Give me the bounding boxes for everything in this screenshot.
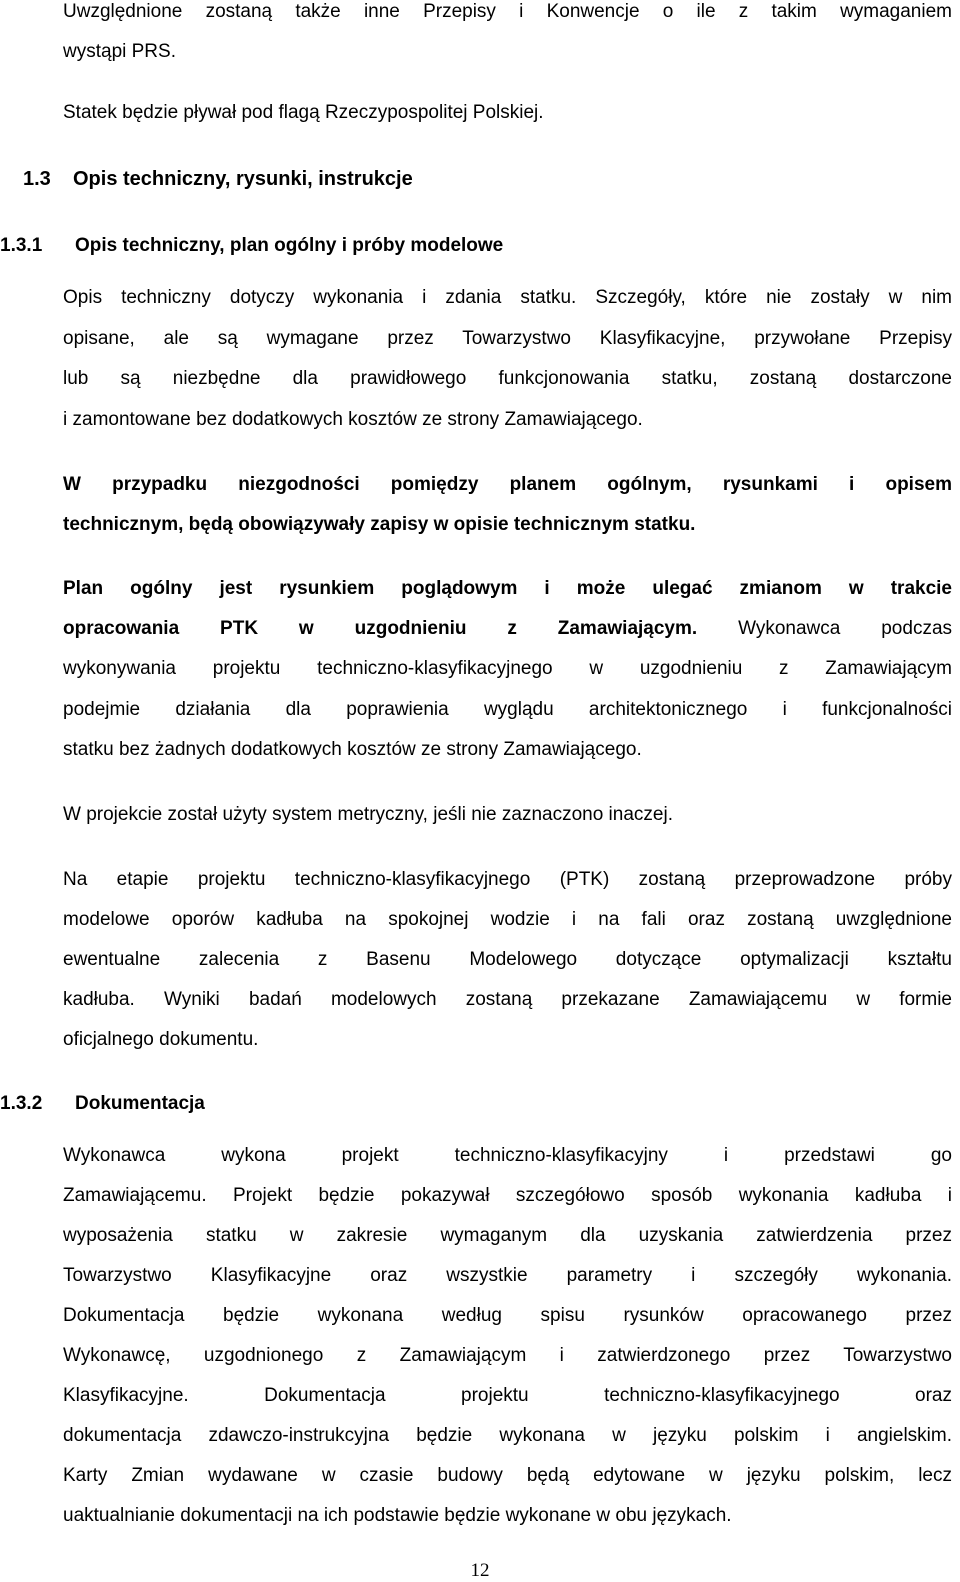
heading-1-3 bbox=[23, 167, 413, 191]
general-plan-line-1: Plan ogólny jest rysunkiem poglądowym i może ulegać zmianom w trakcie bbox=[63, 578, 952, 599]
documentation-line-8: dokumentacja zdawczo-instrukcyjna będzie wykonana w języku polskim i angielskim. bbox=[63, 1425, 952, 1446]
tech-description-line-2: opisane, ale są wymagane przez Towarzystwo Klasyfikacyjne, przywołane Przepisy bbox=[63, 328, 952, 349]
tech-description-line-1: Opis techniczny dotyczy wykonania i zdania statku. Szczegóły, które nie zostały w nim bbox=[63, 287, 952, 308]
documentation-line-5: Dokumentacja będzie wykonana według spisu rysunków opracowanego przez bbox=[63, 1305, 952, 1326]
tech-description-line-4: i zamontowane bez dodatkowych kosztów ze strony Zamawiającego. bbox=[63, 409, 643, 430]
documentation-line-6: Wykonawcę, uzgodnionego z Zamawiającym i zatwierdzonego przez Towarzystwo bbox=[63, 1345, 952, 1366]
tech-description-line-3: lub są niezbędne dla prawidłowego funkcjonowania statku, zostaną dostarczone bbox=[63, 368, 952, 389]
discrepancy-line-2: technicznym, będą obowiązywały zapisy w opisie technicznym statku. bbox=[63, 514, 696, 535]
documentation-line-4: Towarzystwo Klasyfikacyjne oraz wszystkie parametry i szczegóły wykonania. bbox=[63, 1265, 952, 1286]
heading-1-3-title: Opis techniczny, rysunki, instrukcje bbox=[73, 168, 413, 190]
metric-system-line: W projekcie został użyty system metryczny, jeśli nie zaznaczono inaczej. bbox=[63, 804, 673, 825]
documentation-line-2: Zamawiającemu. Projekt będzie pokazywał szczegółowo sposób wykonania kadłuba i bbox=[63, 1185, 952, 1206]
documentation-line-1: Wykonawca wykona projekt techniczno-klasyfikacyjny i przedstawi go bbox=[63, 1145, 952, 1166]
model-tests-line-3: ewentualne zalecenia z Basenu Modelowego dotyczące optymalizacji kształtu bbox=[63, 949, 952, 970]
general-plan-line-3: wykonywania projektu techniczno-klasyfikacyjnego w uzgodnieniu z Zamawiającym bbox=[63, 658, 952, 679]
discrepancy-line-1: W przypadku niezgodności pomiędzy planem ogólnym, rysunkami i opisem bbox=[63, 474, 952, 495]
heading-1-3-2-number: 1.3.2 bbox=[0, 1093, 43, 1114]
documentation-line-9: Karty Zmian wydawane w czasie budowy będą edytowane w języku polskim, lecz bbox=[63, 1465, 952, 1486]
intro-line-1: Uwzględnione zostaną także inne Przepisy i Konwencje o ile z takim wymaganiem bbox=[63, 1, 952, 22]
model-tests-line-2: modelowe oporów kadłuba na spokojnej wodzie i na fali oraz zostaną uwzględnione bbox=[63, 909, 952, 930]
documentation-line-10: uaktualnianie dokumentacji na ich podstawie będzie wykonane w obu językach. bbox=[63, 1505, 732, 1526]
heading-1-3-1-title: Opis techniczny, plan ogólny i próby modelowe bbox=[75, 235, 504, 256]
model-tests-line-5: oficjalnego dokumentu. bbox=[63, 1029, 259, 1050]
page-number: 12 bbox=[470, 1560, 490, 1581]
heading-1-3-2-title: Dokumentacja bbox=[75, 1093, 205, 1114]
heading-1-3-1 bbox=[0, 234, 504, 258]
documentation-line-7: Klasyfikacyjne. Dokumentacja projektu techniczno-klasyfikacyjnego oraz bbox=[63, 1385, 952, 1406]
documentation-line-3: wyposażenia statku w zakresie wymaganym dla uzyskania zatwierdzenia przez bbox=[63, 1225, 952, 1246]
model-tests-line-1: Na etapie projektu techniczno-klasyfikacyjnego (PTK) zostaną przeprowadzone próby bbox=[63, 869, 952, 890]
flag-statement: Statek będzie pływał pod flagą Rzeczypospolitej Polskiej. bbox=[63, 102, 544, 123]
general-plan-line-2: opracowania PTK w uzgodnieniu z Zamawiającym. Wykonawca podczas bbox=[63, 618, 953, 639]
intro-line-2: wystąpi PRS. bbox=[63, 41, 176, 62]
general-plan-line-4: podejmie działania dla poprawienia wyglądu architektonicznego i funkcjonalności bbox=[63, 699, 952, 720]
general-plan-line-5: statku bez żadnych dodatkowych kosztów ze strony Zamawiającego. bbox=[63, 739, 642, 760]
heading-1-3-2 bbox=[0, 1092, 205, 1116]
model-tests-line-4: kadłuba. Wyniki badań modelowych zostaną przekazane Zamawiającemu w formie bbox=[63, 989, 952, 1010]
heading-1-3-1-number: 1.3.1 bbox=[0, 235, 43, 256]
heading-1-3-number: 1.3 bbox=[23, 168, 51, 190]
